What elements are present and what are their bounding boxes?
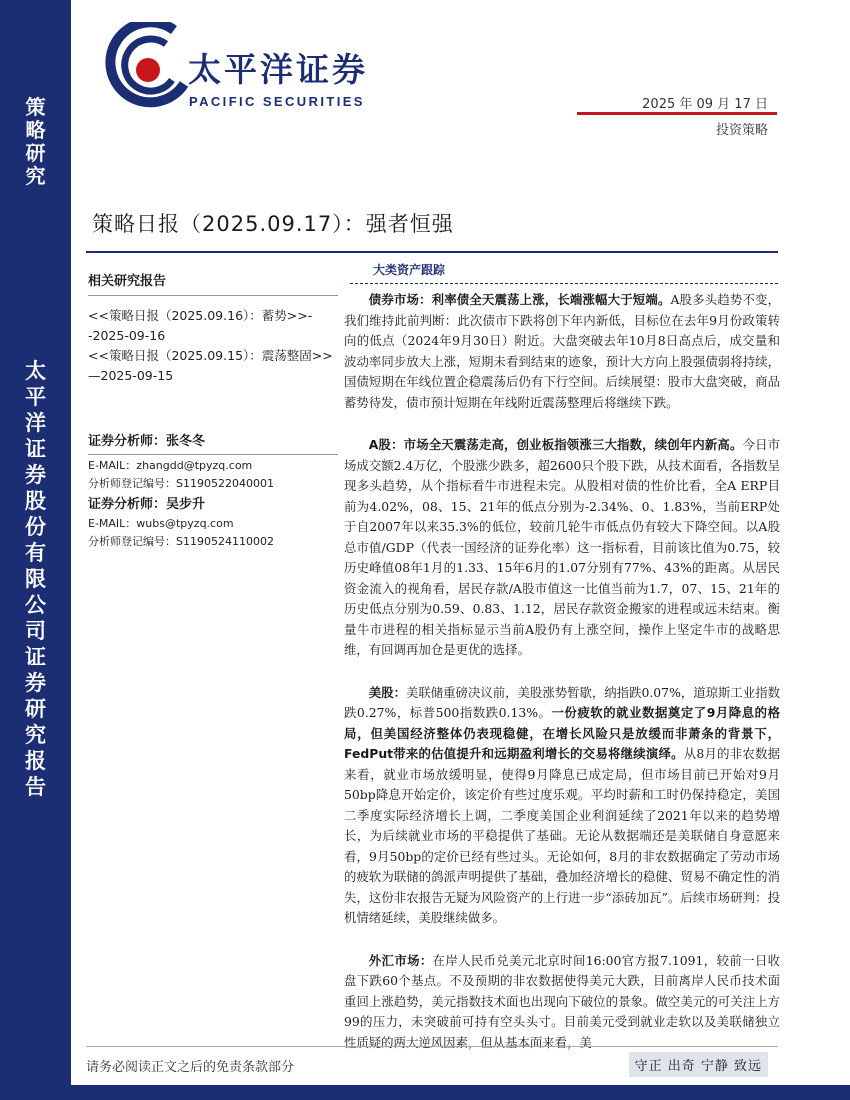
sidebar-char: 股	[25, 488, 46, 513]
paragraph-bond	[344, 290, 780, 413]
sidebar-char: 研	[25, 141, 46, 165]
brand-name-en: PACIFIC SECURITIES	[189, 94, 365, 109]
footer-divider	[86, 1046, 778, 1047]
sidebar-char: 告	[25, 774, 46, 799]
sidebar-char: 洋	[25, 410, 46, 435]
divider	[88, 295, 338, 296]
report-date: 2025 年 09 月 17 日	[642, 97, 768, 112]
sidebar-char: 券	[25, 462, 46, 487]
sidebar-company	[0, 358, 71, 800]
paragraph-lead: 外汇市场：	[368, 952, 433, 968]
section-title: 大类资产跟踪	[373, 263, 446, 277]
report-type: 投资策略	[715, 123, 768, 138]
related-reports-heading: 相关研究报告	[88, 274, 167, 289]
section-divider	[350, 283, 778, 284]
footer-motto: 守正 出奇 宁静 致远	[629, 1052, 768, 1077]
paragraph-us-stocks	[344, 683, 780, 929]
left-column	[88, 270, 338, 551]
header-accent-rule	[577, 112, 777, 115]
related-report-link[interactable]: <<策略日报（2025.09.16）：蓄势>>--2025-09-16	[88, 308, 313, 343]
analyst-heading: 证券分析师：张冬冬	[88, 434, 206, 449]
sidebar-char: 限	[25, 566, 46, 591]
footer-disclaimer: 请务必阅读正文之后的免责条款部分	[86, 1060, 295, 1075]
analyst-registration: 分析师登记编号：S1190524110002	[88, 535, 274, 548]
paragraph-a-share	[344, 435, 780, 661]
sidebar	[0, 0, 71, 1100]
paragraph-body: 美联储重磅决议前，美股涨势暂歇，纳指跌0.07%，道琼斯工业指数跌0.27%，标普500指数跌0.13%。	[344, 684, 780, 720]
sidebar-char: 券	[25, 670, 46, 695]
sidebar-char: 证	[25, 644, 46, 669]
sidebar-category	[0, 96, 71, 188]
main-body	[344, 290, 780, 1075]
paragraph-body: 在岸人民币兑美元北京时间16:00官方报7.1091，较前一日收盘下跌60个基点。不及预期的非农数据使得美元大跌，目前离岸人民币技术面重回上涨趋势，美元指数技术面也出现向下破位的景象。做空美元的可关注上方99的压力，未突破前可持有空头头寸。目前美元受到就业走软以及美联储独立性质疑的两大逆风因素，但从基本面来看，美	[344, 952, 780, 1050]
sidebar-char: 证	[25, 436, 46, 461]
sidebar-char: 有	[25, 540, 46, 565]
footer-bar	[70, 1085, 850, 1100]
analyst-registration: 分析师登记编号：S1190522040001	[88, 477, 274, 490]
report-title: 策略日报（2025.09.17）：强者恒强	[92, 212, 454, 236]
analyst-email[interactable]: E-MAIL：wubs@tpyzq.com	[88, 517, 234, 530]
paragraph-body: 今日市场成交额2.4万亿，个股涨少跌多，超2600只个股下跌，从技术面看，各指数呈现多头趋势，从个指标看牛市进程未完。从股相对债的性价比看，全A ERP目前为4.02%，08、15、21年的低点分别为-2.34%、0、1.83%，当前ERP处于自2007年以来35.3%的低位，较前几轮牛市低点仍有较大下降空间。以A股总市值/GDP（代表一国经济的证券化率）这一指标看，目前该比值为0.75，较历史峰值08年1月的1.33、15年6月的1.07分别有77%、43%的距离。从居民资金流入的视角看，居民存款/A股市值这一比值当前为1.7，07、15、21年的历史低点分别为0.59、0.83、1.12，居民存款资金搬家的进程或远未结束。衡量牛市进程的相关指标显示当前A股仍有上涨空间，操作上坚定牛市的战略思维，有回调再加仓是更优的选择。	[344, 437, 781, 657]
sidebar-char: 公	[25, 592, 46, 617]
sidebar-char: 策	[25, 95, 46, 119]
paragraph-lead: A股：市场全天震荡走高，创业板指领涨三大指数，续创年内新高。	[368, 437, 743, 452]
divider	[88, 454, 338, 455]
paragraph-highlight: 一份疲软的就业数据奠定了9月降息的格局，但美国经济整体仍表现稳健，在增长风险只是放缓而非萧条的背景下，FedPut带来的估值提升和远期盈利增长的交易将继续演绎。	[344, 705, 780, 761]
sidebar-char: 司	[25, 618, 46, 643]
sidebar-char: 究	[25, 164, 46, 188]
analyst-heading: 证券分析师：吴步升	[88, 497, 206, 512]
related-report-link[interactable]: <<策略日报（2025.09.15）：震荡整固>>—2025-09-15	[88, 348, 333, 383]
paragraph-body: A股多头趋势不变，我们维持此前判断：此次债市下跌将创下年内新低，目标位在去年9月份政策转向的低点（2024年9月30日）附近。大盘突破去年10月8日高点后，成交量和波动率同步放大上涨，短期未看到结束的迹象，预计大方向上股强债弱将持续，国债短期在年线位置企稳震荡后仍有下行空间。后续展望：股市大盘突破，商品蓄势待发，债市预计短期在年线附近震荡整理后将继续下跌。	[344, 292, 780, 410]
sidebar-char: 究	[25, 722, 46, 747]
company-logo-icon	[104, 22, 190, 114]
paragraph-fx	[344, 951, 780, 1054]
sidebar-char: 份	[25, 514, 46, 539]
analyst-email[interactable]: E-MAIL：zhangdd@tpyzq.com	[88, 459, 253, 472]
sidebar-char: 太	[25, 358, 46, 383]
paragraph-lead: 债券市场：利率债全天震荡上涨，长端涨幅大于短端。	[368, 292, 671, 307]
brand-name-cn: 太平洋证券	[188, 50, 368, 89]
paragraph-body: 从8月的非农数据来看，就业市场放缓明显，使得9月降息已成定局，但市场目前已开始对9月50bp降息开始定价，该定价有些过度乐观。平均时薪和工时仍保持稳定，美国二季度实际经济增长上调，二季度美国企业利润延续了2021年以来的趋势增长，为后续就业市场的平稳提供了基础。无论从数据端还是美联储自身意愿来看，9月50bp的定价已经有些过头。无论如何，8月的非农数据确定了劳动市场的疲软为联储的鸽派声明提供了基础，叠加经济增长的稳健、贸易不确定性的消失，这份非农报告无疑为风险资产的上行进一步“添砖加瓦”。后续市场研判：投机情绪延续，美股继续做多。	[344, 746, 780, 925]
sidebar-char: 略	[25, 118, 46, 142]
sidebar-char: 研	[25, 696, 46, 721]
title-divider	[86, 251, 778, 253]
sidebar-char: 报	[25, 748, 46, 773]
sidebar-char: 平	[25, 384, 46, 409]
paragraph-lead: 美股：	[368, 684, 406, 700]
